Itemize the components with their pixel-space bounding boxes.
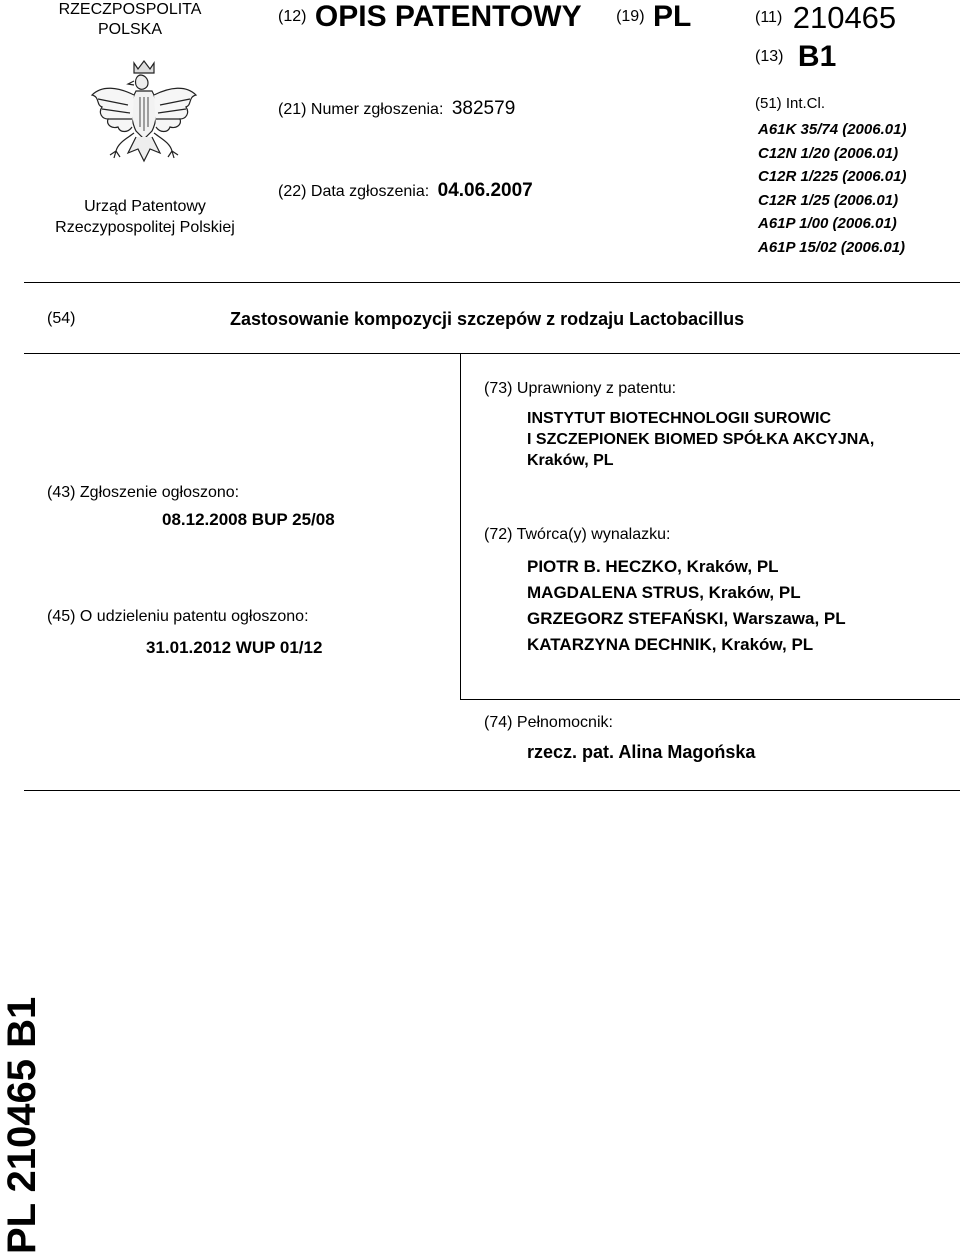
proprietor-line: INSTYTUT BIOTECHNOLOGII SUROWIC [527, 410, 831, 427]
patent-number-value: 210465 [792, 0, 897, 35]
int-cl-item: C12N 1/20 (2006.01) [758, 144, 899, 162]
attorney-name: rzecz. pat. Alina Magońska [527, 742, 756, 762]
int-cl-item: A61K 35/74 (2006.01) [758, 121, 907, 138]
proprietor-label: (73) Uprawniony z patentu: [484, 380, 677, 397]
application-published-label: (43) Zgłoszenie ogłoszono: [47, 484, 240, 501]
side-patent-label: PL 210465 B1 [0, 996, 44, 1254]
column-divider [460, 353, 461, 699]
title-divider [24, 353, 960, 354]
document-type [278, 0, 691, 34]
int-cl-item: C12R 1/225 (2006.01) [758, 168, 907, 185]
footer-divider [24, 790, 960, 791]
int-cl-item: C12R 1/25 (2006.01) [758, 191, 899, 209]
document-type-code: (12) [278, 8, 307, 25]
inventor-item: PIOTR B. HECZKO, Kraków, PL [527, 557, 779, 576]
inventor-item: GRZEGORZ STEFAŃSKI, Warszawa, PL [527, 609, 846, 628]
application-number-label: (21) Numer zgłoszenia: [278, 101, 444, 118]
document-type-title: OPIS PATENTOWY [314, 0, 582, 33]
inventor-item: KATARZYNA DECHNIK, Kraków, PL [527, 635, 814, 654]
inventor-item: MAGDALENA STRUS, Kraków, PL [527, 583, 801, 602]
kind-code-value: B1 [797, 40, 837, 73]
attorney-divider [460, 699, 960, 700]
polish-eagle-emblem-icon [88, 57, 200, 177]
title-code: (54) [47, 310, 76, 327]
attorney-label: (74) Pełnomocnik: [484, 714, 613, 731]
kind-code-label: (13) [755, 48, 784, 65]
proprietor-name [527, 408, 874, 471]
kind-code [755, 40, 836, 74]
application-date-label: (22) Data zgłoszenia: [278, 183, 430, 200]
application-published-value: 08.12.2008 BUP 25/08 [162, 510, 335, 529]
inventors-label: (72) Twórca(y) wynalazku: [484, 526, 671, 543]
inventors-list [527, 554, 846, 658]
header-divider [24, 282, 960, 283]
country-name: RZECZPOSPOLITA POLSKA [58, 1, 202, 38]
country-code-label: (19) [616, 8, 645, 25]
grant-published-label: (45) O udzieleniu patentu ogłoszono: [47, 608, 309, 625]
patent-office-name: Urząd Patentowy Rzeczypospolitej Polskiej [55, 198, 235, 236]
int-cl-item: A61P 1/00 (2006.01) [758, 215, 897, 232]
proprietor-line: I SZCZEPIONEK BIOMED SPÓŁKA AKCYJNA, [527, 431, 875, 448]
country-code: PL [652, 0, 692, 33]
patent-number-code: (11) [755, 9, 783, 26]
patent-number [755, 0, 896, 36]
invention-title: Zastosowanie kompozycji szczepów z rodzaju Lactobacillus [230, 309, 745, 329]
int-cl-item: A61P 15/02 (2006.01) [758, 238, 906, 256]
application-number [278, 98, 515, 120]
proprietor-line: Kraków, PL [527, 452, 614, 469]
application-date-value: 04.06.2007 [437, 180, 533, 201]
int-cl-list [758, 118, 906, 259]
grant-published-value: 31.01.2012 WUP 01/12 [146, 638, 323, 657]
application-date [278, 180, 533, 202]
int-cl-label: (51) Int.Cl. [755, 95, 826, 112]
application-number-value: 382579 [451, 98, 516, 119]
